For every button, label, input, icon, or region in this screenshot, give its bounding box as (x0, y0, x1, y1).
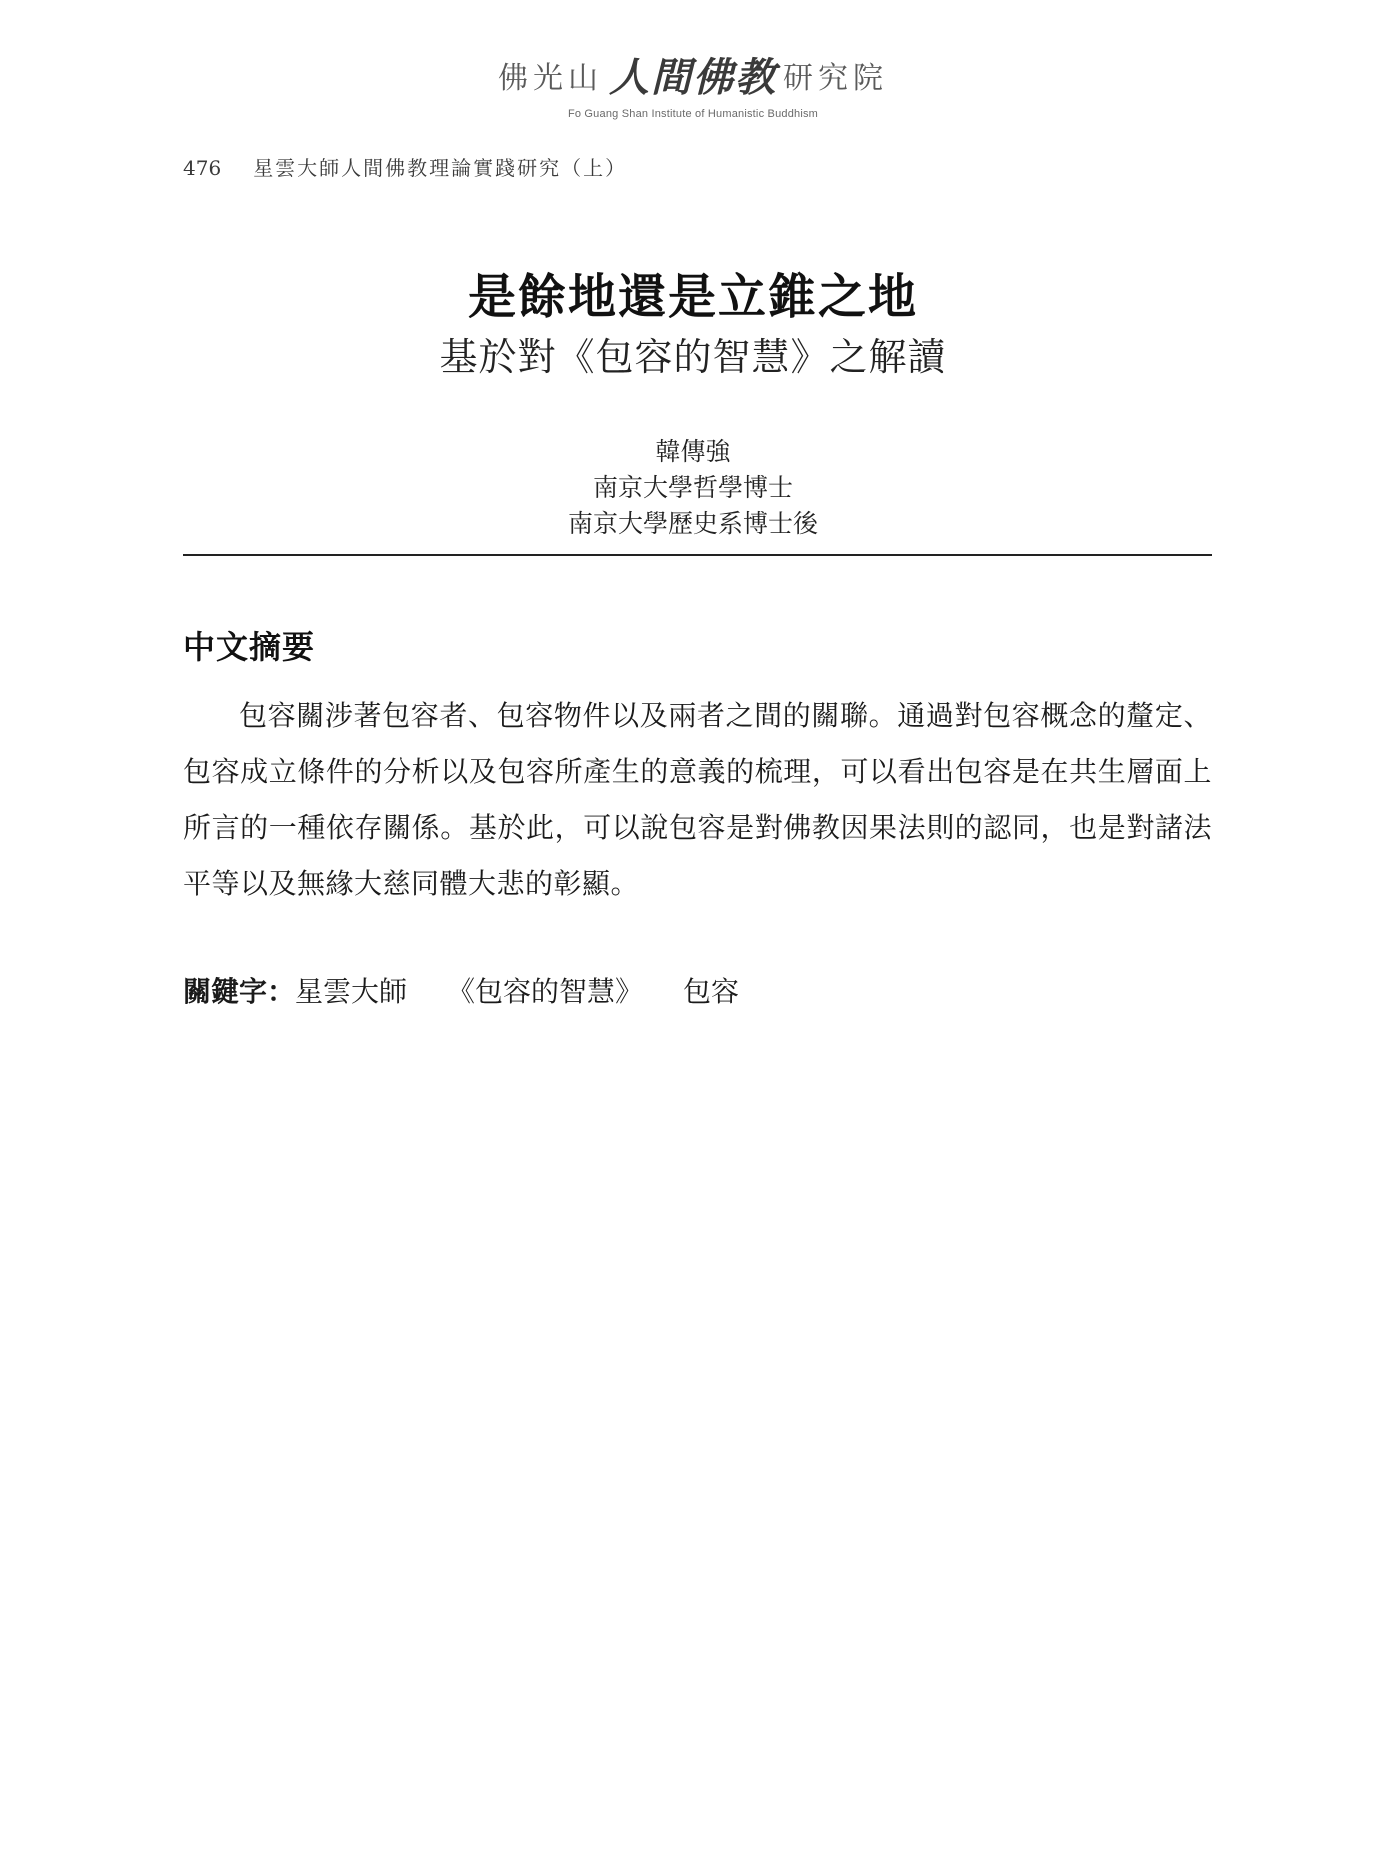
abstract-heading: 中文摘要 (183, 628, 316, 666)
keyword: 包容 (683, 975, 740, 1008)
book-title: 星雲大師人間佛教理論實踐研究（上） (253, 156, 628, 180)
keywords-label: 關鍵字： (183, 975, 296, 1008)
keyword: 星雲大師 (295, 975, 408, 1008)
author-block (0, 434, 1386, 542)
article-subtitle: 基於對《包容的智慧》之解讀 (439, 335, 947, 379)
section-divider (183, 554, 1212, 556)
institute-name-cn (0, 54, 1386, 101)
author-affiliation: 南京大學歷史系博士後 (567, 509, 818, 538)
author-name: 韓傳強 (655, 437, 731, 466)
page-number: 476 (183, 156, 222, 180)
abstract-body: 包容關涉著包容者、包容物件以及兩者之間的關聯。通過對包容概念的釐定、包容成立條件的分析以及包容所產生的意義的梳理，可以看出包容是在共生層面上所言的一種依存關係。基於此，可以說包容是對佛教因果法則的認同，也是對諸法平等以及無緣大慈同體大悲的彰顯。 (183, 699, 1212, 900)
institute-name-en: Fo Guang Shan Institute of Humanistic Buddhism (567, 108, 819, 120)
keyword: 《包容的智慧》 (447, 975, 644, 1008)
author-affiliation: 南京大學哲學博士 (592, 473, 793, 502)
keywords (183, 970, 779, 1010)
article-title: 是餘地還是立錐之地 (467, 269, 918, 325)
institute-suffix: 研究院 (783, 61, 888, 96)
institute-prefix: 佛光山 (498, 61, 603, 96)
running-head (183, 152, 627, 181)
institute-brand-calligraphy: 人間佛教 (609, 54, 777, 101)
institute-logo (0, 54, 1386, 120)
